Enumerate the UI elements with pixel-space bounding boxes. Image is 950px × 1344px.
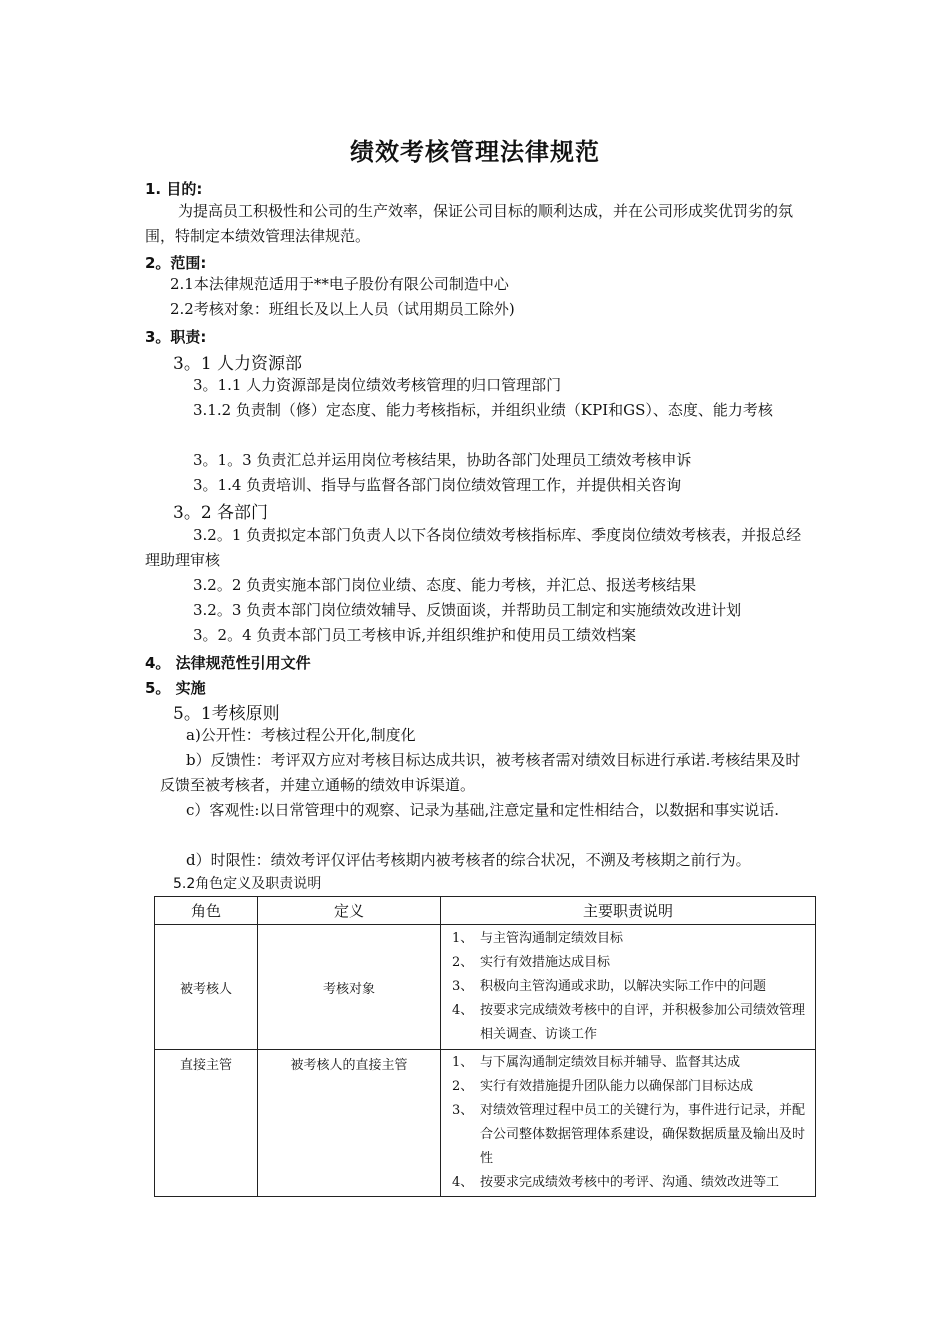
dept-duty: 3.2。2 负责实施本部门岗位业绩、态度、能力考核，并汇总、报送考核结果 (193, 576, 697, 594)
hr-duty: 3。1。3 负责汇总并运用岗位考核结果，协助各部门处理员工绩效考核申诉 (193, 451, 692, 469)
role-cell: 直接主管 (155, 1050, 258, 1197)
table-header-row (155, 897, 816, 925)
role-cell: 被考核人 (155, 925, 258, 1050)
duty-item (442, 1075, 814, 1099)
duty-number: 3、 (452, 1103, 474, 1118)
duty-item (442, 1171, 814, 1195)
section-2-heading: 2。范围: (145, 254, 207, 272)
scope-item: 2.1本法律规范适用于**电子股份有限公司制造中心 (170, 275, 509, 293)
principles-subheading: 5。1考核原则 (173, 704, 280, 724)
duty-text: 积极向主管沟通或求助，以解决实际工作中的问题 (480, 979, 767, 994)
hr-subheading: 3。1 人力资源部 (173, 354, 303, 374)
roles-table (154, 896, 816, 1197)
duty-item (442, 1051, 814, 1075)
duties-list (442, 927, 814, 1047)
principle-b: b）反馈性：考评双方应对考核目标达成共识，被考核者需对绩效目标进行承诺.考核结果及时反馈至被考核者，并建立通畅的绩效申诉渠道。 (160, 751, 801, 794)
duty-item (442, 1099, 814, 1171)
definition-cell: 考核对象 (258, 925, 441, 1050)
duty-number: 4、 (452, 1003, 474, 1018)
section-3-heading: 3。职责: (145, 328, 207, 346)
table-row (155, 1050, 816, 1197)
duty-item (442, 927, 814, 951)
hr-duty: 3。1.4 负责培训、指导与监督各部门岗位绩效管理工作，并提供相关咨询 (193, 476, 682, 494)
column-header: 主要职责说明 (441, 897, 816, 925)
duty-number: 4、 (452, 1175, 474, 1190)
duty-item (442, 999, 814, 1047)
duties-cell (441, 1050, 816, 1197)
duty-text: 与主管沟通制定绩效目标 (480, 931, 624, 946)
page-title: 绩效考核管理法律规范 (350, 138, 600, 166)
dept-duty: 3.2。1 负责拟定本部门负责人以下各岗位绩效考核指标库、季度岗位绩效考核表，并报总经理助理审核 (145, 526, 802, 569)
duty-text: 实行有效措施达成目标 (480, 955, 611, 970)
hr-duty: 3.1.2 负责制（修）定态度、能力考核指标，并组织业绩（KPI和GS）、态度、能力考核 (193, 401, 773, 419)
section-1-heading: 1. 目的: (145, 180, 203, 198)
dept-duty: 3。2。4 负责本部门员工考核申诉,并组织维护和使用员工绩效档案 (193, 626, 637, 644)
section-1-body: 为提高员工积极性和公司的生产效率，保证公司目标的顺利达成，并在公司形成奖优罚劣的氛围，特制定本绩效管理法律规范。 (145, 202, 794, 245)
roles-caption: 5.2角色定义及职责说明 (173, 876, 322, 892)
duty-number: 2、 (452, 1079, 474, 1094)
duty-number: 2、 (452, 955, 474, 970)
duty-text: 按要求完成绩效考核中的自评，并积极参加公司绩效管理相关调查、访谈工作 (480, 1003, 806, 1042)
hr-duty: 3。1.1 人力资源部是岗位绩效考核管理的归口管理部门 (193, 376, 562, 394)
column-header: 定义 (258, 897, 441, 925)
dept-subheading: 3。2 各部门 (173, 503, 269, 523)
duties-cell (441, 925, 816, 1050)
principle-c: c）客观性:以日常管理中的观察、记录为基础,注意定量和定性相结合，以数据和事实说话. (186, 801, 779, 819)
duty-text: 按要求完成绩效考核中的考评、沟通、绩效改进等工 (480, 1175, 780, 1190)
section-4-heading: 4。 法律规范性引用文件 (145, 654, 311, 672)
duty-number: 1、 (452, 1055, 474, 1070)
duty-item (442, 951, 814, 975)
duties-list (442, 1051, 814, 1195)
definition-cell: 被考核人的直接主管 (258, 1050, 441, 1197)
duty-text: 实行有效措施提升团队能力以确保部门目标达成 (480, 1079, 754, 1094)
duty-number: 3、 (452, 979, 474, 994)
principle-a: a)公开性：考核过程公开化,制度化 (186, 726, 416, 744)
duty-text: 与下属沟通制定绩效目标并辅导、监督其达成 (480, 1055, 741, 1070)
scope-item: 2.2考核对象：班组长及以上人员（试用期员工除外) (170, 300, 515, 318)
section-5-heading: 5。 实施 (145, 679, 206, 697)
duty-item (442, 975, 814, 999)
dept-duty: 3.2。3 负责本部门岗位绩效辅导、反馈面谈，并帮助员工制定和实施绩效改进计划 (193, 601, 742, 619)
table-row (155, 925, 816, 1050)
duty-text: 对绩效管理过程中员工的关键行为，事件进行记录，并配合公司整体数据管理体系建设，确保数据质量及输出及时性 (480, 1103, 806, 1166)
column-header: 角色 (155, 897, 258, 925)
principle-d: d）时限性：绩效考评仅评估考核期内被考核者的综合状况，不溯及考核期之前行为。 (186, 851, 751, 869)
duty-number: 1、 (452, 931, 474, 946)
